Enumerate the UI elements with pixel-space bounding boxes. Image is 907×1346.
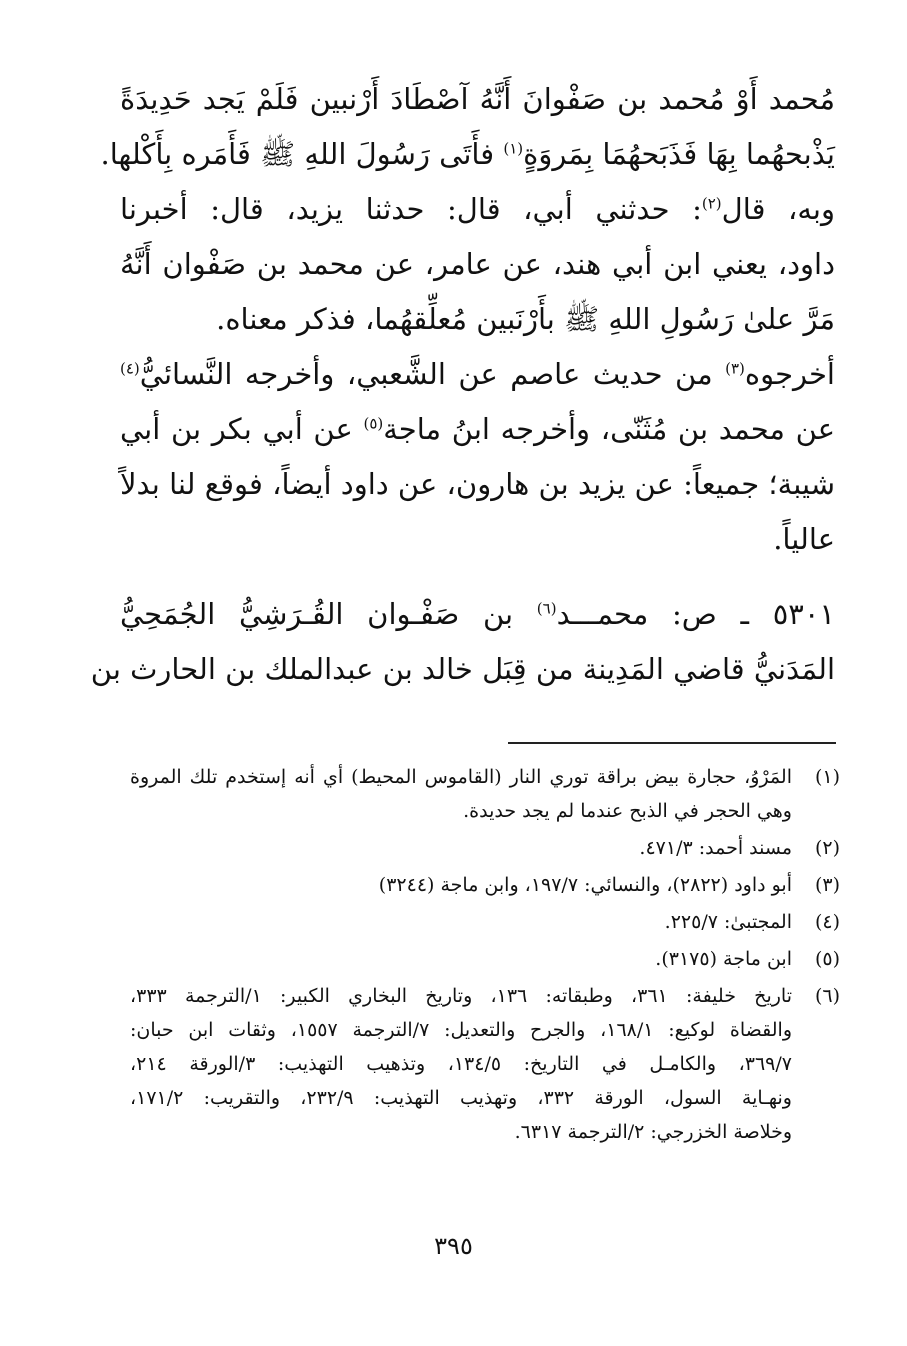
footnote-line: ٣٦٩/٧، والكامـل في التاريخ: ١٣٤/٥، وتذهيب التهذيب: ٣/الورقة ٢١٤،: [130, 1053, 792, 1075]
main-text: [90, 72, 835, 697]
footnote-marker: (٥): [363, 414, 384, 433]
text-line: عالياً.: [773, 522, 835, 556]
text-line: عن محمد بن مُثَنّى، وأخرجه ابنُ ماجة$^{(٥)}$ عن أبي بكر بن أبي: [120, 412, 835, 446]
footnote-text: [130, 868, 792, 902]
footnotes: [130, 760, 840, 1152]
footnote-number: (٣): [814, 874, 840, 896]
footnote-number: (٦): [814, 985, 840, 1007]
footnote: [130, 979, 840, 1149]
text-line: يَذْبحهُما بِهَا فَذَبَحهُمَا بِمَروَةٍ$^{(١)}$ فأَتَى رَسُولَ اللهِ ﷺ فَأَمَره بِأَكْلها.: [100, 137, 835, 171]
text-line: وبه، قال$^{(٢)}$: حدثني أبي، قال: حدثنا يزيد، قال: أخبرنا: [120, 192, 835, 226]
text-line: مُحمد أَوْ مُحمد بن صَفْوانَ أَنَّهُ آصْطَادَ أَرْنبين فَلَمْ يَجد حَدِيدَةً: [120, 82, 835, 116]
paragraph-gap: [120, 567, 835, 587]
footnote-number: (٥): [814, 948, 840, 970]
footnote-number: (٤): [814, 911, 840, 933]
footnote: [130, 760, 840, 828]
text-line: شيبة؛ جميعاً: عن يزيد بن هارون، عن داود أيضاً، فوقع لنا بدلاً: [120, 467, 835, 501]
footnote-number: (١): [814, 766, 840, 788]
footnote-text: [130, 831, 792, 865]
footnote-number: (٢): [814, 837, 840, 859]
footnote: [130, 942, 840, 976]
footnote-line: وخلاصة الخزرجي: ٢/الترجمة ٦٣١٧.: [514, 1121, 792, 1143]
entry-heading-line: ٥٣٠١ ـ ص: محمـــد$^{(٦)}$ بن صَفْـوان القُـرَشِيُّ الجُمَحِيُّ: [120, 597, 835, 631]
footnote-line: أبو داود (٢٨٢٢)، والنسائي: ١٩٧/٧، وابن ماجة (٣٢٤٤): [378, 874, 792, 896]
footnote-line: والقضاة لوكيع: ١٦٨/١، والجرح والتعديل: ٧/الترجمة ١٥٥٧، وثقات ابن حبان:: [130, 1019, 792, 1041]
footnote-text: [130, 760, 792, 828]
footnote-text: [130, 905, 792, 939]
footnote-line: ابن ماجة (٣١٧٥).: [655, 948, 792, 970]
footnote-divider: [508, 742, 836, 744]
footnote: [130, 905, 840, 939]
footnote-text: [130, 979, 792, 1149]
footnote-line: وهي الحجر في الذبح عندما لم يجد حديدة.: [463, 800, 792, 822]
text-line: مَرَّ علىٰ رَسُولِ اللهِ ﷺ بأَرْنَبين مُعلِّقهُما، فذكر معناه.: [216, 302, 835, 336]
footnote-marker: (٤): [120, 359, 140, 378]
text-line: المَدَنيُّ قاضي المَدِينة من قِبَل خالد بن عبدالملك بن الحارث بن: [90, 652, 835, 686]
page-number: ٣٩٥: [434, 1232, 473, 1260]
footnote-text: [130, 942, 792, 976]
footnote-marker: (٦): [536, 599, 557, 618]
text-line: داود، يعني ابن أبي هند، عن عامر، عن محمد بن صَفْوان أَنَّهُ: [120, 247, 835, 281]
footnote-marker: (٢): [701, 194, 722, 213]
text-line: أخرجوه$^{(٣)}$ من حديث عاصم عن الشَّعبي، وأخرجه النَّسائيُّ$^{(٤)}$: [120, 357, 835, 391]
footnote-marker: (٣): [725, 359, 745, 378]
footnote: [130, 831, 840, 865]
footnote-line: تاريخ خليفة: ٣٦١، وطبقاته: ١٣٦، وتاريخ البخاري الكبير: ١/الترجمة ٣٣٣،: [130, 985, 792, 1007]
footnote-line: مسند أحمد: ٤٧١/٣.: [639, 837, 792, 859]
footnote-line: ونهـاية السول، الورقة ٣٣٢، وتهذيب التهذيب: ٢٣٢/٩، والتقريب: ١٧١/٢،: [130, 1087, 792, 1109]
footnote-marker: (١): [503, 139, 524, 158]
footnote: [130, 868, 840, 902]
footnote-line: المجتبىٰ: ٢٢٥/٧.: [664, 911, 792, 933]
footnote-line: المَرْوُ، حجارة بيض براقة توري النار (القاموس المحيط) أي أنه إستخدم تلك المروة: [130, 766, 792, 788]
